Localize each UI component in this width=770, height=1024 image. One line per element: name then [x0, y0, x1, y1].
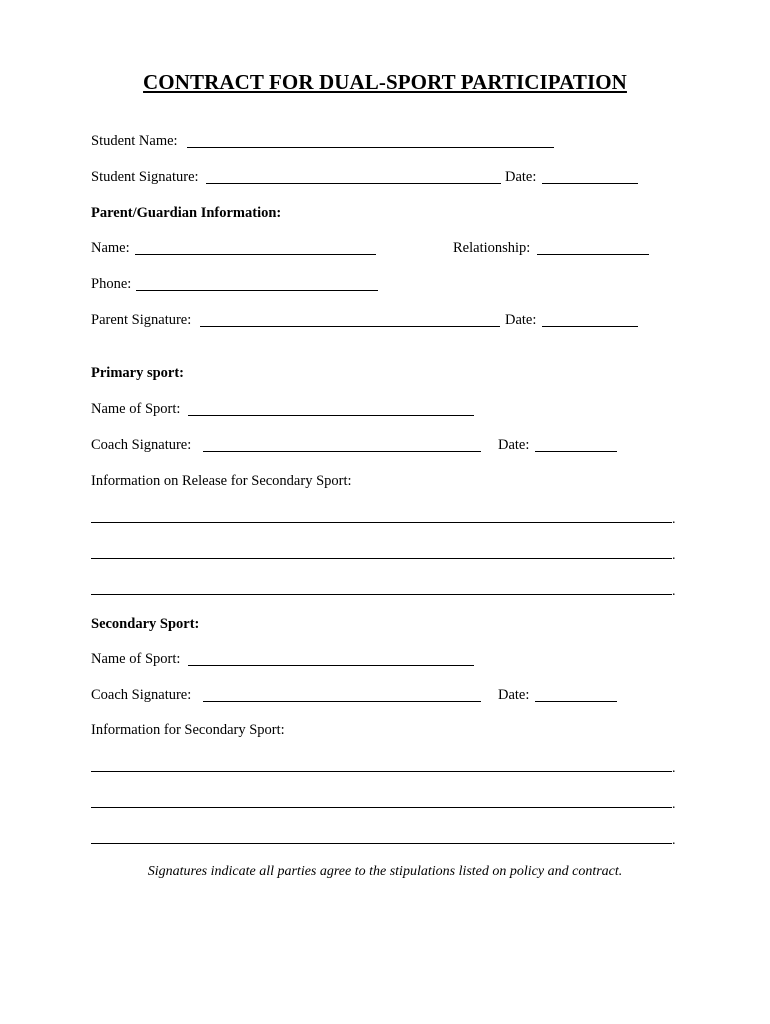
primary-sport-name-label: Name of Sport:: [91, 401, 181, 417]
secondary-date-field[interactable]: [535, 701, 617, 702]
line-end-mark: .: [672, 833, 676, 848]
secondary-info-line[interactable]: [91, 843, 672, 844]
primary-sport-heading: Primary sport:: [91, 365, 185, 381]
student-date-field[interactable]: [542, 183, 638, 184]
secondary-date-label: Date:: [498, 687, 530, 703]
line-end-mark: .: [672, 761, 676, 776]
student-date-label: Date:: [505, 169, 537, 185]
primary-sport-name-field[interactable]: [188, 415, 474, 416]
phone-label: Phone:: [91, 276, 132, 292]
line-end-mark: .: [672, 797, 676, 812]
phone-field[interactable]: [136, 290, 378, 291]
primary-info-line[interactable]: [91, 522, 672, 523]
line-end-mark: .: [672, 548, 676, 563]
primary-info-line[interactable]: [91, 594, 672, 595]
secondary-info-label: Information for Secondary Sport:: [91, 722, 285, 738]
student-signature-label: Student Signature:: [91, 169, 199, 185]
line-end-mark: .: [672, 512, 676, 527]
student-signature-field[interactable]: [206, 183, 501, 184]
primary-coach-signature-label: Coach Signature:: [91, 437, 192, 453]
line-end-mark: .: [672, 584, 676, 599]
student-name-field[interactable]: [187, 147, 554, 148]
secondary-sport-heading: Secondary Sport:: [91, 616, 200, 632]
secondary-sport-name-label: Name of Sport:: [91, 651, 181, 667]
parent-date-label: Date:: [505, 312, 537, 328]
primary-date-label: Date:: [498, 437, 530, 453]
primary-info-line[interactable]: [91, 558, 672, 559]
primary-coach-signature-field[interactable]: [203, 451, 481, 452]
secondary-coach-signature-field[interactable]: [203, 701, 481, 702]
parent-signature-label: Parent Signature:: [91, 312, 192, 328]
parent-section-heading: Parent/Guardian Information:: [91, 205, 282, 221]
relationship-field[interactable]: [537, 254, 649, 255]
student-name-label: Student Name:: [91, 133, 178, 149]
parent-date-field[interactable]: [542, 326, 638, 327]
document-title: CONTRACT FOR DUAL-SPORT PARTICIPATION: [143, 70, 627, 94]
parent-signature-field[interactable]: [200, 326, 500, 327]
parent-name-field[interactable]: [135, 254, 376, 255]
parent-name-label: Name:: [91, 240, 130, 256]
footer-note: Signatures indicate all parties agree to the stipulations listed on policy and contract.: [147, 864, 623, 879]
relationship-label: Relationship:: [453, 240, 531, 256]
primary-date-field[interactable]: [535, 451, 617, 452]
primary-info-label: Information on Release for Secondary Sport:: [91, 473, 352, 489]
secondary-info-line[interactable]: [91, 807, 672, 808]
secondary-coach-signature-label: Coach Signature:: [91, 687, 192, 703]
secondary-sport-name-field[interactable]: [188, 665, 474, 666]
secondary-info-line[interactable]: [91, 771, 672, 772]
